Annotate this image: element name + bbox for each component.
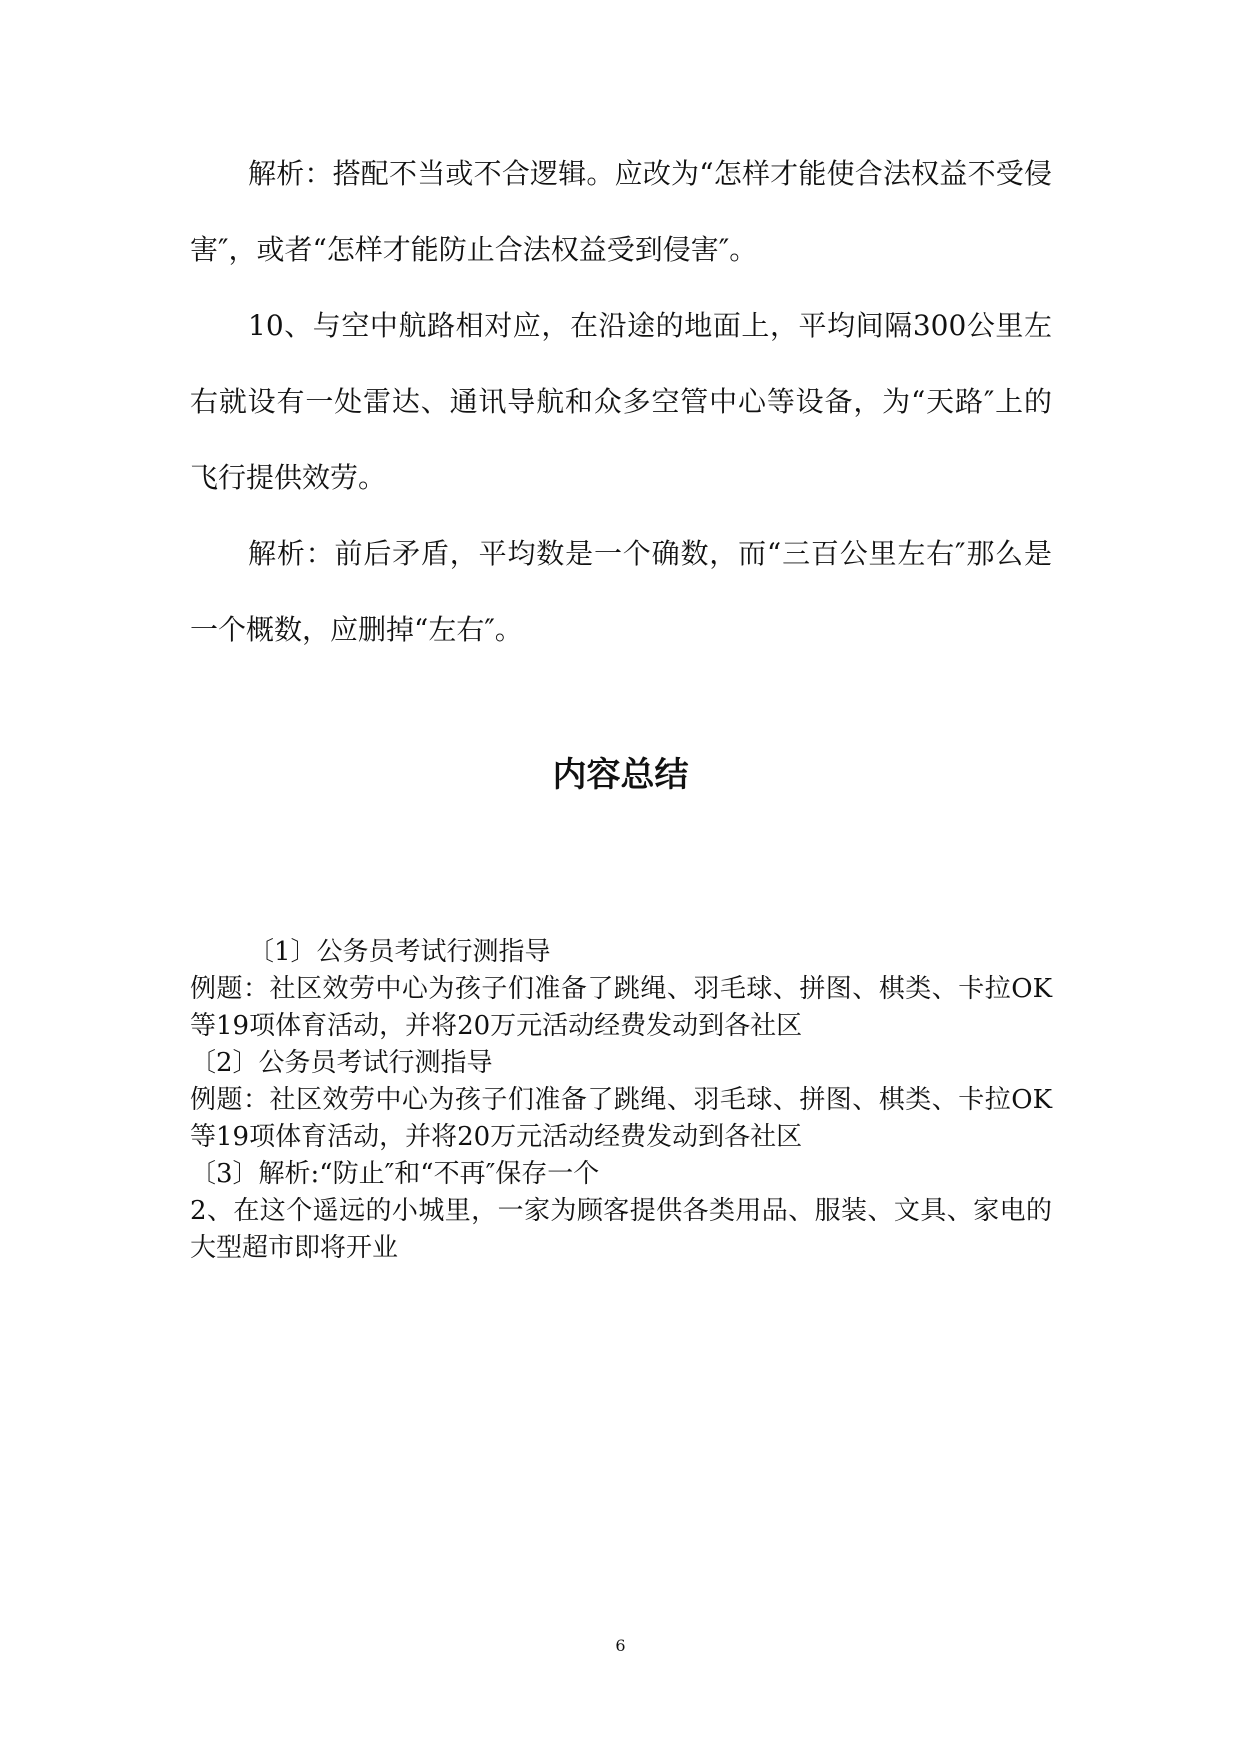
summary-line-3: 〔2〕公务员考试行测指导 <box>190 1048 493 1078</box>
summary-line-6: 2、在这个遥远的小城里，一家为顾客提供各类用品、服装、文具、家电的大型超市即将开业 <box>190 1196 1052 1263</box>
summary-line-2: 例题：社区效劳中心为孩子们准备了跳绳、羽毛球、拼图、棋类、卡拉OK等19项体育活动，并将20万元活动经费发动到各社区 <box>190 974 1052 1041</box>
summary-title: 内容总结 <box>552 755 689 795</box>
summary-line-5: 〔3〕解析:“防止″和“不再″保存一个 <box>190 1159 600 1189</box>
summary-line-1: 〔1〕公务员考试行测指导 <box>248 937 551 967</box>
analysis-paragraph-2: 解析：前后矛盾，平均数是一个确数，而“三百公里左右″那么是一个概数，应删掉“左右″。 <box>190 537 1052 646</box>
summary-section <box>190 934 1052 1267</box>
page-number: 6 <box>615 1636 626 1655</box>
summary-line-4: 例题：社区效劳中心为孩子们准备了跳绳、羽毛球、拼图、棋类、卡拉OK等19项体育活动，并将20万元活动经费发动到各社区 <box>190 1085 1052 1152</box>
question-10-paragraph: 10、与空中航路相对应，在沿途的地面上，平均间隔300公里左右就设有一处雷达、通讯导航和众多空管中心等设备，为“天路″上的飞行提供效劳。 <box>190 309 1052 494</box>
analysis-paragraph-1: 解析：搭配不当或不合逻辑。应改为“怎样才能使合法权益不受侵害″，或者“怎样才能防止合法权益受到侵害″。 <box>190 157 1052 266</box>
